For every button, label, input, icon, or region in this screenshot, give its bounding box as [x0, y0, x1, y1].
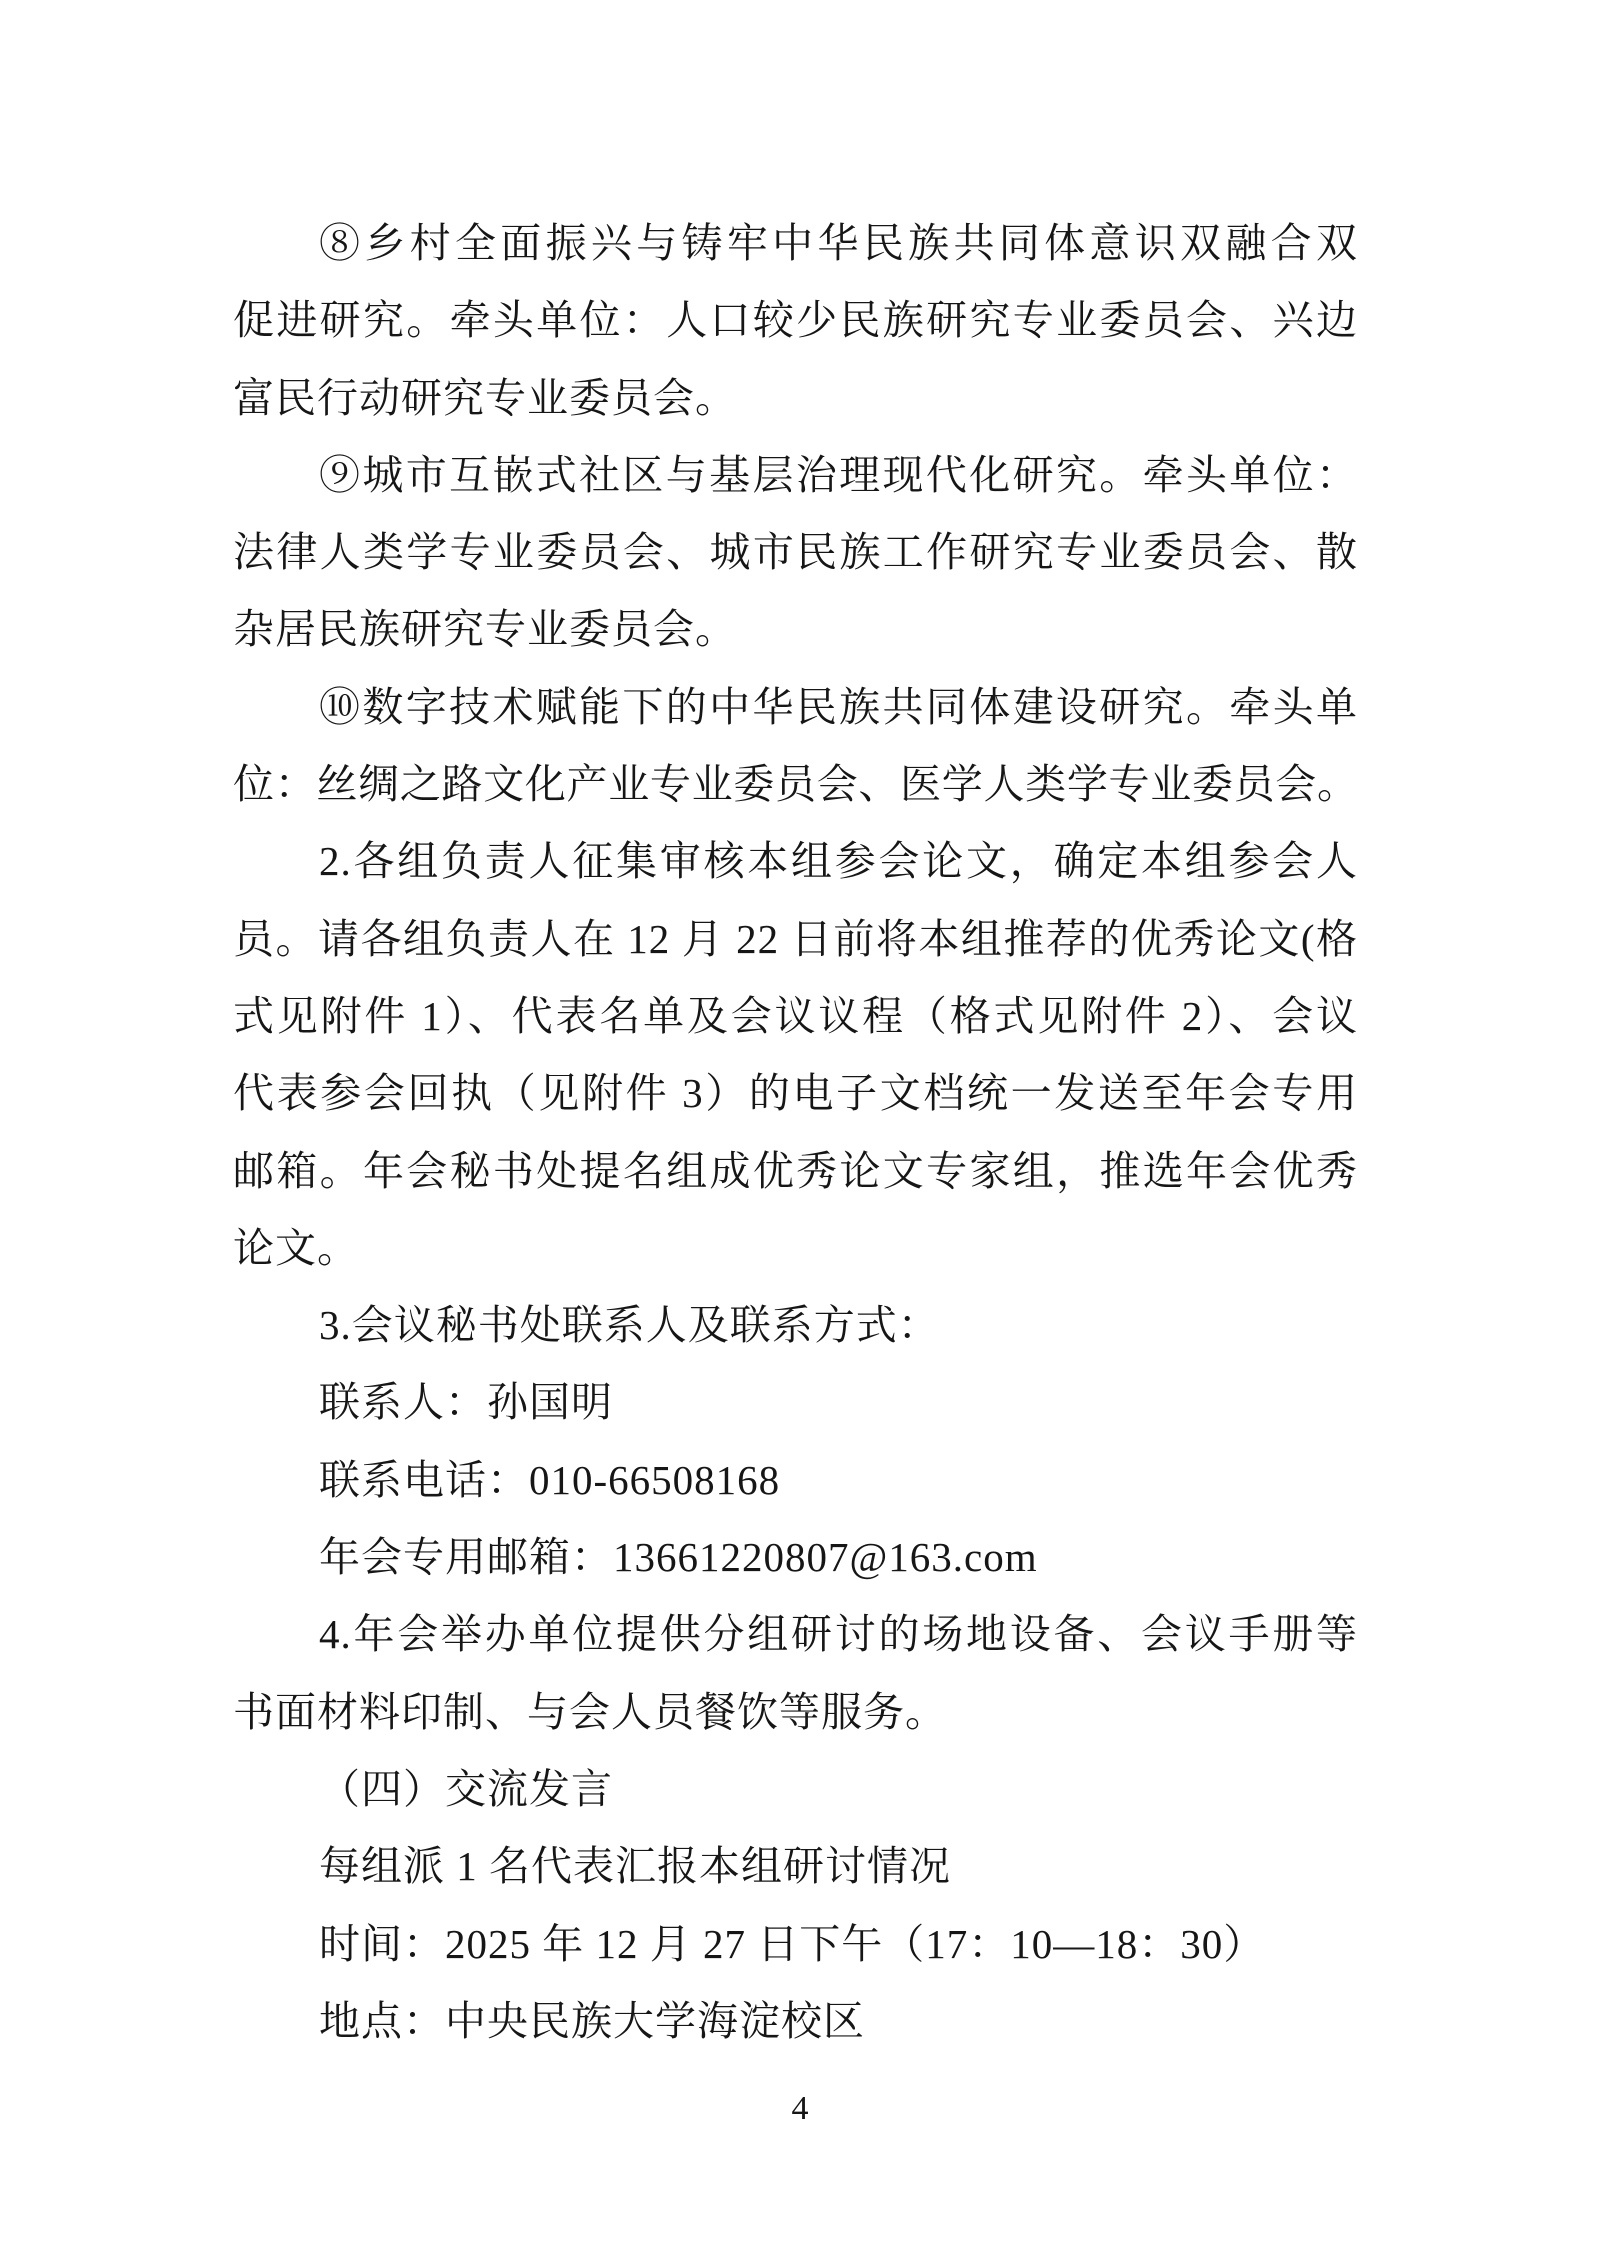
document-line: 促进研究。牵头单位：人口较少民族研究专业委员会、兴边: [233, 297, 1358, 344]
document-line: ⑩数字技术赋能下的中华民族共同体建设研究。牵头单: [319, 683, 1358, 730]
document-line: 富民行动研究专业委员会。: [233, 374, 737, 421]
document-line: 论文。: [233, 1224, 359, 1271]
document-line: 年会专用邮箱：13661220807@163.com: [319, 1534, 1038, 1581]
document-line: 位：丝绸之路文化产业专业委员会、医学人类学专业委员会。: [233, 761, 1358, 808]
document-line: 联系人：孙国明: [319, 1379, 613, 1426]
document-line: 法律人类学专业委员会、城市民族工作研究专业委员会、散: [233, 529, 1358, 576]
document-line: 地点：中央民族大学海淀校区: [319, 1997, 865, 2044]
document-line: 联系电话：010-66508168: [319, 1456, 781, 1503]
document-line: 式见附件 1）、代表名单及会议议程（格式见附件 2）、会议: [233, 992, 1358, 1039]
document-line: 时间：2025 年 12 月 27 日下午（17：10—18：30）: [319, 1920, 1266, 1967]
document-line: 书面材料印制、与会人员餐饮等服务。: [233, 1688, 947, 1735]
document-line: ⑧乡村全面振兴与铸牢中华民族共同体意识双融合双: [319, 220, 1358, 266]
document-line: 邮箱。年会秘书处提名组成优秀论文专家组，推选年会优秀: [233, 1147, 1358, 1194]
document-line: 每组派 1 名代表汇报本组研讨情况: [319, 1843, 951, 1890]
text-block: [233, 205, 1358, 2060]
document-line: 员。请各组负责人在 12 月 22 日前将本组推荐的优秀论文(格: [233, 915, 1358, 962]
page-number: 4: [791, 2090, 809, 2127]
document-line: 代表参会回执（见附件 3）的电子文档统一发送至年会专用: [233, 1070, 1358, 1117]
document-line: 4.年会举办单位提供分组研讨的场地设备、会议手册等: [319, 1611, 1358, 1658]
document-line: ⑨城市互嵌式社区与基层治理现代化研究。牵头单位：: [319, 451, 1358, 498]
document-line: 2.各组负责人征集审核本组参会论文，确定本组参会人: [319, 838, 1358, 885]
document-line: 杂居民族研究专业委员会。: [233, 606, 737, 653]
document-line: （四）交流发言: [319, 1765, 613, 1812]
document-line: 3.会议秘书处联系人及联系方式：: [319, 1302, 940, 1349]
